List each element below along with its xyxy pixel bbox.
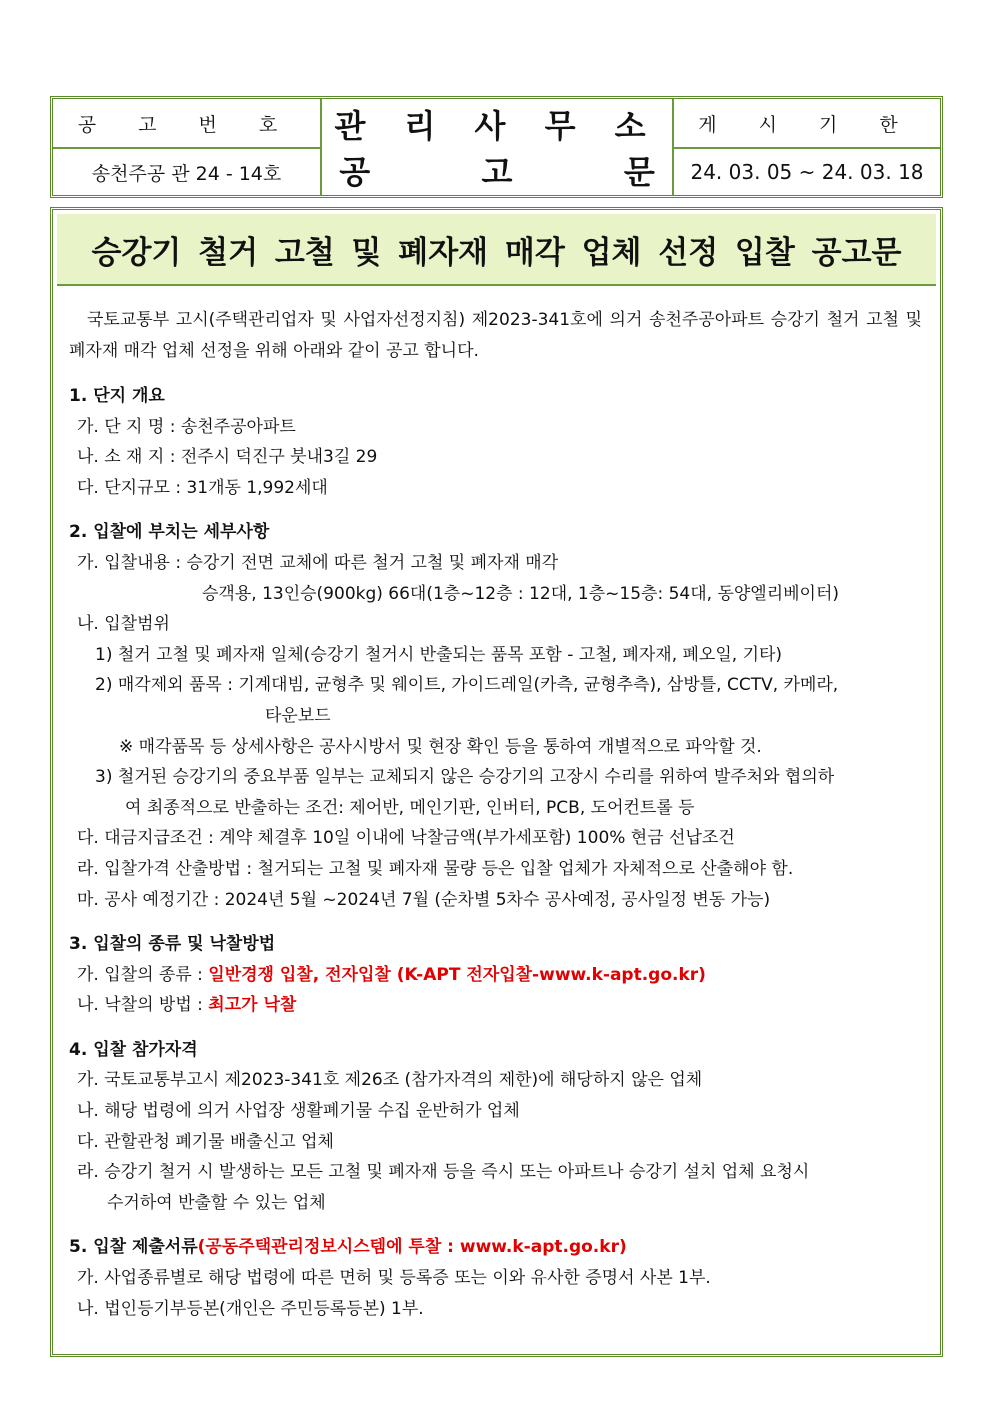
section-2-item-c: 다. 대금지급조건 : 계약 체결후 10일 이내에 낙찰금액(부가세포함) 100% 현금 선납조건	[77, 828, 735, 849]
intro-paragraph: 국토교통부 고시(주택관리업자 및 사업자선정지침) 제2023-341호에 의거 송천주공아파트 승강기 철거 고철 및 폐자재 매각 업체 선정을 위해 아래와 같이 공고 합니다.	[69, 310, 922, 361]
section-4-item-b: 나. 해당 법령에 의거 사업장 생활폐기물 수집 운반허가 업체	[77, 1101, 520, 1122]
section-3-item-a-value: 일반경쟁 입찰, 전자입찰 (K-APT 전자입찰-www.k-apt.go.kr)	[208, 964, 706, 985]
section-2-item-b2-cont: 타운보드	[265, 705, 331, 726]
section-3-item-b-value: 최고가 낙찰	[208, 995, 297, 1016]
section-4-item-c: 다. 관할관청 폐기물 배출신고 업체	[77, 1131, 334, 1152]
notice-content	[69, 305, 922, 1324]
section-2-item-a-cont: 승객용, 13인승(900kg) 66대(1층~12층 : 12대, 1층~15층: 54대, 동양엘리베이터)	[202, 583, 840, 604]
document-title: 승강기 철거 고철 및 폐자재 매각 업체 선정 입찰 공고문	[57, 214, 936, 286]
section-2-title: 2. 입찰에 부치는 세부사항	[69, 522, 270, 543]
section-3-title: 3. 입찰의 종류 및 낙찰방법	[69, 934, 276, 955]
section-2-item-b: 나. 입찰범위	[77, 614, 170, 635]
section-5-title-red: (공동주택관리정보시스템에 투찰 : www.k-apt.go.kr)	[197, 1237, 627, 1258]
section-5-item-b: 나. 법인등기부등본(개인은 주민등록등본) 1부.	[77, 1298, 424, 1319]
section-1-item-c: 다. 단지규모 : 31개동 1,992세대	[77, 477, 328, 498]
notice-number-label: 공 고 번 호	[77, 113, 296, 136]
section-3-item-b	[69, 990, 922, 1021]
section-4-item-a: 가. 국토교통부고시 제2023-341호 제26조 (참가자격의 제한)에 해당하지 않은 업체	[77, 1070, 703, 1091]
section-5-title	[69, 1232, 922, 1263]
notice-title: 공 고 문	[339, 153, 655, 191]
section-2-item-b1: 1) 철거 고철 및 폐자재 일체(승강기 철거시 반출되는 품목 포함 - 고철, 폐자재, 폐오일, 기타)	[95, 644, 783, 665]
section-2-item-d: 라. 입찰가격 산출방법 : 철거되는 고철 및 폐자재 물량 등은 입찰 업체가 자체적으로 산출해야 함.	[77, 858, 794, 879]
section-2-item-e: 마. 공사 예정기간 : 2024년 5월 ~2024년 7월 (순차별 5차수 공사예정, 공사일정 변동 가능)	[77, 889, 771, 910]
section-2-item-b3-cont: 여 최종적으로 반출하는 조건: 제어반, 메인기판, 인버터, PCB, 도어컨트롤 등	[125, 797, 695, 818]
posting-period: 24. 03. 05 ~ 24. 03. 18	[690, 160, 924, 184]
section-2-item-b3: 3) 철거된 승강기의 중요부품 일부는 교체되지 않은 승강기의 고장시 수리를 위하여 발주처와 협의하	[95, 767, 835, 788]
section-4-item-d: 라. 승강기 철거 시 발생하는 모든 고철 및 폐자재 등을 즉시 또는 아파트나 승강기 설치 업체 요청시	[77, 1162, 810, 1183]
notice-body-box	[50, 207, 943, 1357]
notice-number: 송천주공 관 24 - 14호	[91, 162, 282, 185]
section-3-item-b-label: 나. 낙찰의 방법 :	[77, 995, 209, 1016]
section-1-item-a: 가. 단 지 명 : 송천주공아파트	[77, 416, 296, 437]
notice-header-table	[50, 96, 943, 198]
office-title: 관 리 사 무 소	[334, 107, 660, 145]
section-2-item-a: 가. 입찰내용 : 승강기 전면 교체에 따른 철거 고철 및 폐자재 매각	[77, 552, 559, 573]
section-3-item-a	[69, 960, 922, 991]
section-2-item-b2: 2) 매각제외 품목 : 기계대빔, 균형추 및 웨이트, 가이드레일(카측, 균형추측), 삼방틀, CCTV, 카메라,	[95, 675, 839, 696]
section-2-note: ※ 매각품목 등 상세사항은 공사시방서 및 현장 확인 등을 통하여 개별적으로 파악할 것.	[119, 736, 762, 757]
section-4-item-d-cont: 수거하여 반출할 수 있는 업체	[107, 1192, 326, 1213]
section-4-title: 4. 입찰 참가자격	[69, 1039, 198, 1060]
section-3-item-a-label: 가. 입찰의 종류 :	[77, 964, 209, 985]
section-1-title: 1. 단지 개요	[69, 386, 165, 406]
posting-period-label: 게 시 기 한	[698, 113, 916, 136]
section-1-item-b: 나. 소 재 지 : 전주시 덕진구 붓내3길 29	[77, 447, 378, 468]
section-5-title-text: 5. 입찰 제출서류	[69, 1237, 198, 1258]
section-5-item-a: 가. 사업종류별로 해당 법령에 따른 면허 및 등록증 또는 이와 유사한 증명서 사본 1부.	[77, 1268, 711, 1289]
